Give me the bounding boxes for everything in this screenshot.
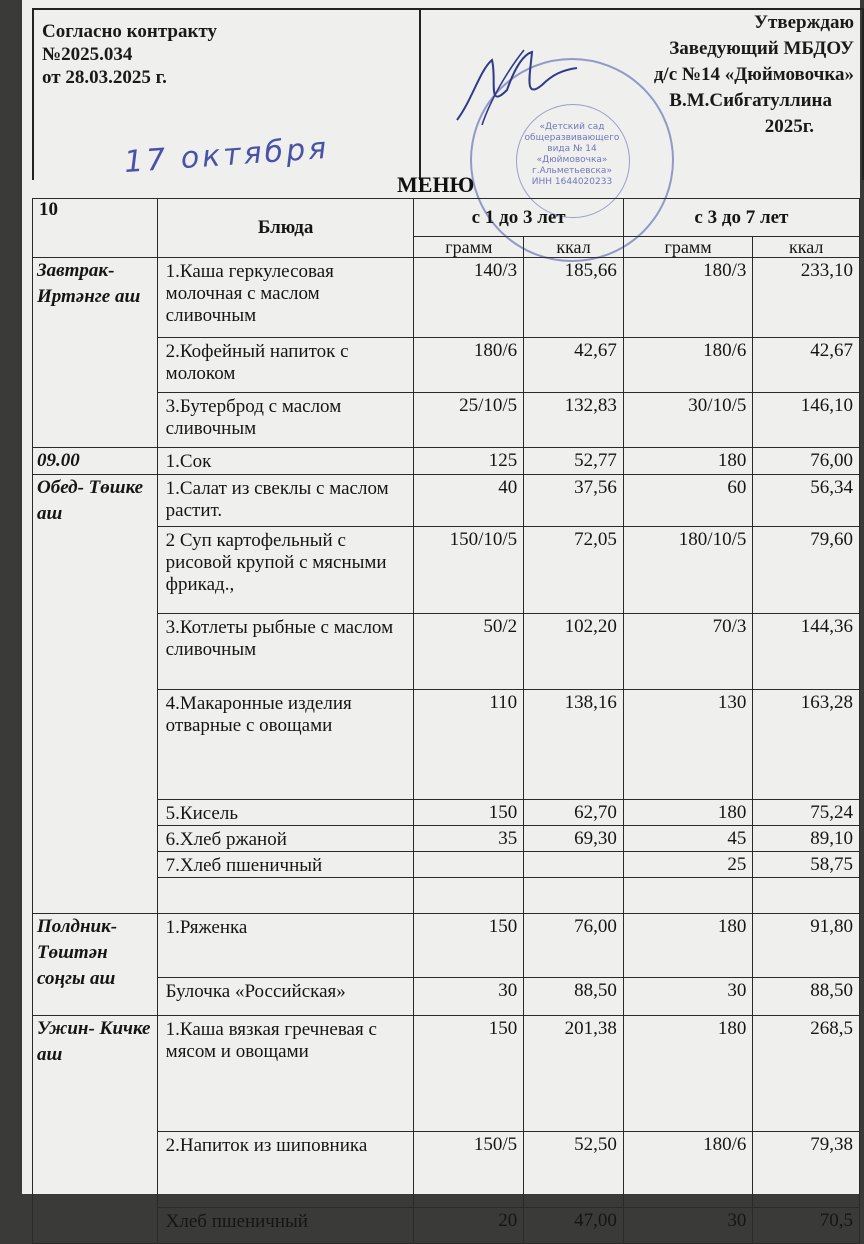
table-row bbox=[33, 1016, 860, 1132]
dish-cell: 7.Хлеб пшеничный bbox=[157, 852, 414, 878]
kcal-2-cell: 88,50 bbox=[753, 978, 860, 1016]
grams-2-cell: 180 bbox=[623, 800, 753, 826]
menu-table bbox=[32, 198, 860, 1244]
table-row bbox=[33, 852, 860, 878]
handwritten-date: 17 октября bbox=[123, 130, 331, 181]
kcal-2-cell: 75,24 bbox=[753, 800, 860, 826]
kcal-2-cell: 79,38 bbox=[753, 1132, 860, 1208]
dish-cell bbox=[157, 878, 414, 914]
approval-org: д/с №14 «Дюймовочка» bbox=[653, 64, 854, 85]
menu-document bbox=[22, 0, 860, 1232]
approval-name: В.М.Сибгатуллина bbox=[669, 90, 832, 111]
kcal-1-cell: 47,00 bbox=[524, 1208, 624, 1244]
kcal-2-cell: 163,28 bbox=[753, 690, 860, 800]
dish-cell: 4.Макаронные изделия отварные с овощами bbox=[157, 690, 414, 800]
meal-cell: 09.00 bbox=[33, 448, 158, 475]
kcal-2-cell: 268,5 bbox=[753, 1016, 860, 1132]
grams-1-cell: 150 bbox=[414, 800, 524, 826]
dish-cell: 3.Котлеты рыбные с маслом сливочным bbox=[157, 614, 414, 690]
kcal-1-cell bbox=[524, 852, 624, 878]
contract-number: №2025.034 bbox=[42, 44, 133, 65]
grams-1-cell: 150 bbox=[414, 1016, 524, 1132]
meal-cell: Полдник- Төштән соңгы аш bbox=[33, 914, 158, 1016]
kcal-2-cell bbox=[753, 878, 860, 914]
approval-line: Утверждаю bbox=[754, 12, 854, 33]
unit-gram-2: грамм bbox=[623, 237, 753, 258]
kcal-1-cell: 72,05 bbox=[524, 527, 624, 614]
kcal-1-cell: 138,16 bbox=[524, 690, 624, 800]
menu-title: МЕНЮ bbox=[397, 172, 475, 197]
dish-cell: 1.Каша вязкая гречневая с мясом и овощами bbox=[157, 1016, 414, 1132]
grams-2-cell: 180/10/5 bbox=[623, 527, 753, 614]
table-row bbox=[33, 1132, 860, 1208]
grams-2-cell: 130 bbox=[623, 690, 753, 800]
stamp-text: «Детский сад общеразвивающего вида № 14 «Дюймовочка» г.Альметьевска» ИНН 1644020233 bbox=[524, 122, 620, 187]
age-group-2: с 3 до 7 лет bbox=[623, 199, 859, 237]
dish-cell: 1.Каша геркулесовая молочная с маслом сливочным bbox=[157, 258, 414, 338]
grams-1-cell: 140/3 bbox=[414, 258, 524, 338]
table-row bbox=[33, 826, 860, 852]
grams-1-cell bbox=[414, 852, 524, 878]
kcal-1-cell: 102,20 bbox=[524, 614, 624, 690]
kcal-2-cell: 70,5 bbox=[753, 1208, 860, 1244]
unit-kcal-2: ккал bbox=[753, 237, 860, 258]
table-header-row bbox=[33, 199, 860, 237]
kcal-2-cell: 58,75 bbox=[753, 852, 860, 878]
meal-cell: Завтрак- Иртәнге аш bbox=[33, 258, 158, 448]
kcal-1-cell bbox=[524, 878, 624, 914]
dish-cell: Булочка «Российская» bbox=[157, 978, 414, 1016]
kcal-2-cell: 144,36 bbox=[753, 614, 860, 690]
contract-block bbox=[42, 20, 217, 89]
grams-1-cell bbox=[414, 878, 524, 914]
grams-1-cell: 25/10/5 bbox=[414, 393, 524, 448]
header-divider bbox=[419, 10, 421, 180]
grams-1-cell: 150/5 bbox=[414, 1132, 524, 1208]
dish-cell: 1.Сок bbox=[157, 448, 414, 475]
unit-gram-1: грамм bbox=[414, 237, 524, 258]
grams-2-cell: 180/6 bbox=[623, 1132, 753, 1208]
kcal-2-cell: 56,34 bbox=[753, 475, 860, 527]
signature bbox=[452, 40, 582, 130]
grams-2-cell: 70/3 bbox=[623, 614, 753, 690]
grams-1-cell: 110 bbox=[414, 690, 524, 800]
grams-1-cell: 150 bbox=[414, 914, 524, 978]
table-row bbox=[33, 475, 860, 527]
grams-1-cell: 150/10/5 bbox=[414, 527, 524, 614]
unit-kcal-1: ккал bbox=[524, 237, 624, 258]
grams-1-cell: 40 bbox=[414, 475, 524, 527]
approval-year: 2025г. bbox=[764, 116, 814, 137]
kcal-1-cell: 185,66 bbox=[524, 258, 624, 338]
kcal-1-cell: 76,00 bbox=[524, 914, 624, 978]
table-row bbox=[33, 1208, 860, 1244]
kcal-1-cell: 62,70 bbox=[524, 800, 624, 826]
contract-line: Согласно контракту bbox=[42, 21, 217, 42]
kcal-2-cell: 42,67 bbox=[753, 338, 860, 393]
dish-cell: 1.Салат из свеклы с маслом растит. bbox=[157, 475, 414, 527]
kcal-2-cell: 79,60 bbox=[753, 527, 860, 614]
dish-cell: Хлеб пшеничный bbox=[157, 1208, 414, 1244]
kcal-1-cell: 69,30 bbox=[524, 826, 624, 852]
table-row bbox=[33, 800, 860, 826]
meal-cell: Обед- Төшке аш bbox=[33, 475, 158, 914]
grams-1-cell: 50/2 bbox=[414, 614, 524, 690]
table-row bbox=[33, 258, 860, 338]
kcal-1-cell: 201,38 bbox=[524, 1016, 624, 1132]
meal-cell: Ужин- Кичке аш bbox=[33, 1016, 158, 1244]
document-header bbox=[32, 8, 864, 180]
kcal-2-cell: 146,10 bbox=[753, 393, 860, 448]
table-row bbox=[33, 527, 860, 614]
dish-cell: 5.Кисель bbox=[157, 800, 414, 826]
dish-cell: 6.Хлеб ржаной bbox=[157, 826, 414, 852]
dish-cell: 2.Кофейный напиток с молоком bbox=[157, 338, 414, 393]
contract-date: от 28.03.2025 г. bbox=[42, 67, 167, 88]
grams-1-cell: 35 bbox=[414, 826, 524, 852]
grams-1-cell: 125 bbox=[414, 448, 524, 475]
kcal-2-cell: 89,10 bbox=[753, 826, 860, 852]
column-code: 10 bbox=[33, 199, 158, 258]
grams-2-cell: 25 bbox=[623, 852, 753, 878]
grams-2-cell: 180/6 bbox=[623, 338, 753, 393]
grams-2-cell bbox=[623, 878, 753, 914]
dish-cell: 2.Напиток из шиповника bbox=[157, 1132, 414, 1208]
kcal-2-cell: 91,80 bbox=[753, 914, 860, 978]
kcal-1-cell: 132,83 bbox=[524, 393, 624, 448]
kcal-1-cell: 88,50 bbox=[524, 978, 624, 1016]
dish-cell: 2 Суп картофельный с рисовой крупой с мясными фрикад., bbox=[157, 527, 414, 614]
grams-2-cell: 45 bbox=[623, 826, 753, 852]
kcal-1-cell: 52,50 bbox=[524, 1132, 624, 1208]
grams-2-cell: 30 bbox=[623, 978, 753, 1016]
table-row bbox=[33, 614, 860, 690]
dish-cell: 3.Бутерброд с маслом сливочным bbox=[157, 393, 414, 448]
grams-2-cell: 180/3 bbox=[623, 258, 753, 338]
grams-2-cell: 180 bbox=[623, 914, 753, 978]
grams-1-cell: 180/6 bbox=[414, 338, 524, 393]
kcal-2-cell: 76,00 bbox=[753, 448, 860, 475]
kcal-1-cell: 37,56 bbox=[524, 475, 624, 527]
kcal-2-cell: 233,10 bbox=[753, 258, 860, 338]
grams-2-cell: 60 bbox=[623, 475, 753, 527]
table-row bbox=[33, 978, 860, 1016]
grams-1-cell: 20 bbox=[414, 1208, 524, 1244]
kcal-1-cell: 52,77 bbox=[524, 448, 624, 475]
table-row bbox=[33, 690, 860, 800]
approval-position: Заведующий МБДОУ bbox=[669, 38, 854, 59]
table-row bbox=[33, 448, 860, 475]
grams-2-cell: 30 bbox=[623, 1208, 753, 1244]
grams-2-cell: 30/10/5 bbox=[623, 393, 753, 448]
table-row bbox=[33, 393, 860, 448]
column-dishes: Блюда bbox=[157, 199, 414, 258]
table-row bbox=[33, 338, 860, 393]
grams-2-cell: 180 bbox=[623, 448, 753, 475]
kcal-1-cell: 42,67 bbox=[524, 338, 624, 393]
age-group-1: с 1 до 3 лет bbox=[414, 199, 623, 237]
dish-cell: 1.Ряженка bbox=[157, 914, 414, 978]
grams-1-cell: 30 bbox=[414, 978, 524, 1016]
approval-block bbox=[654, 10, 854, 140]
table-row bbox=[33, 914, 860, 978]
grams-2-cell: 180 bbox=[623, 1016, 753, 1132]
table-row bbox=[33, 878, 860, 914]
